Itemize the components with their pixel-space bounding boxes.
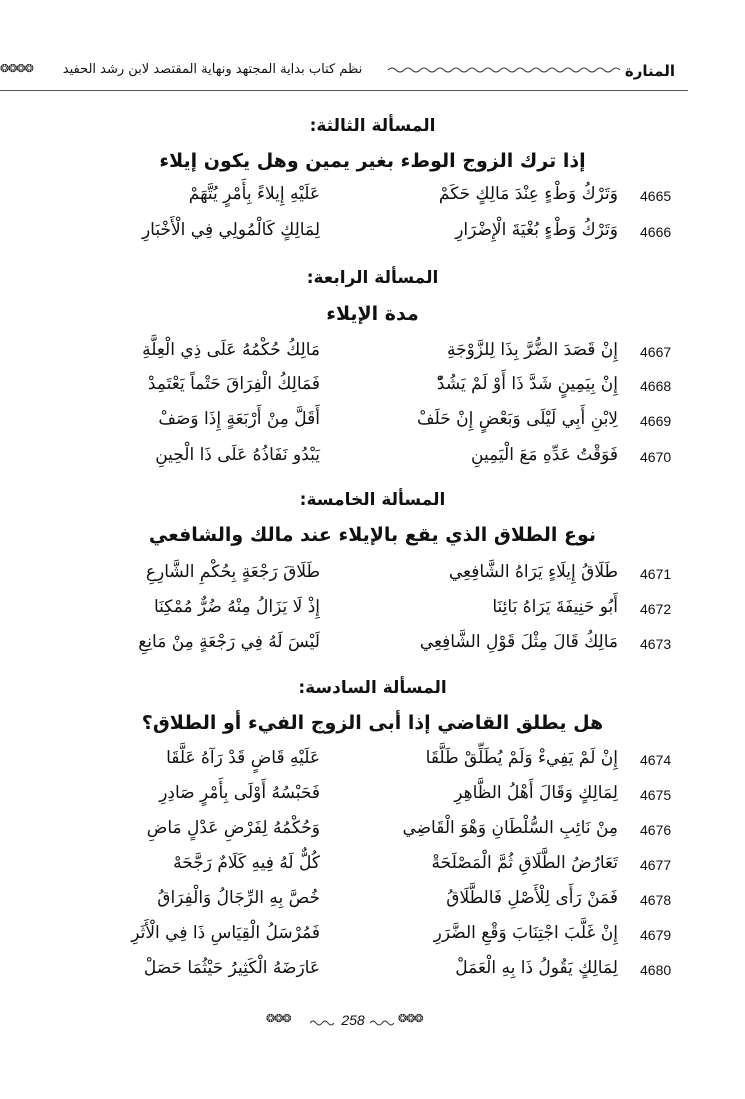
verse-first-hemistich: وَتَرْكُ وَطْءٍ بُغْيَةَ الْإِضْرَارِ: [455, 220, 618, 240]
verse-number: 4676: [640, 822, 672, 838]
verse-first-hemistich: مَالِكُ قَالَ مِثْلَ قَوْلِ الشَّافِعِي: [419, 632, 618, 652]
header-book-title: نظم كتاب بداية المجتهد ونهاية المقتصد لابن رشد الحفيد: [62, 62, 363, 77]
verse-second-hemistich: فَمُرْسَلُ الْقِيَاسِ ذَا فِي الْأَثَرِ: [131, 923, 320, 943]
footer-ornament-right: ❂❂❂: [398, 1012, 423, 1025]
verse-second-hemistich: كُلٌّ لَهُ فِيهِ كَلَامٌ رَجَّحَهْ: [173, 853, 320, 873]
verse-row: [0, 888, 745, 918]
verse-number: 4665: [640, 188, 672, 204]
verse-first-hemistich: مِنْ نَائِبِ السُّلْطَانِ وَهْوَ الْقَاضِي: [402, 818, 618, 838]
verse-second-hemistich: طَلَاقَ رَجْعَةٍ بِحُكْمِ الشَّارِعِ: [145, 562, 320, 582]
verse-second-hemistich: عَارَضَهُ الْكَثِيرُ حَيْثُمَا حَصَلْ: [143, 958, 320, 978]
verse-second-hemistich: مَالِكُ حُكْمُهُ عَلَى ذِي الْعِلَّةِ: [142, 340, 320, 360]
verse-row: [0, 632, 745, 662]
verse-number: 4680: [640, 962, 672, 978]
verse-second-hemistich: خُصَّ بِهِ الرِّجَالُ وَالْفِرَاقُ: [157, 888, 320, 908]
verse-first-hemistich: طَلَاقُ إِيلَاءٍ يَرَاهُ الشَّافِعِي: [448, 562, 618, 582]
verse-row: [0, 220, 745, 250]
verse-number: 4669: [640, 413, 672, 429]
page-header: [0, 58, 745, 88]
footer-wave-right: [370, 1018, 396, 1028]
verse-second-hemistich: وَحُكْمُهُ لِفَرْضِ عَدْلٍ مَاضِ: [146, 818, 320, 838]
section-label: المسألة السادسة:: [298, 678, 447, 698]
footer-ornament-left: ❂❂❂: [266, 1012, 291, 1025]
verse-first-hemistich: إِنْ غَلَّبَ اجْتِنَابَ وَقْعِ الضَّرَرِ: [433, 923, 618, 943]
section-label: المسألة الثالثة:: [309, 116, 436, 136]
verse-row: [0, 783, 745, 813]
section-label: المسألة الرابعة:: [306, 268, 439, 288]
verse-number: 4675: [640, 787, 672, 803]
verse-first-hemistich: فَوَقْتُ عَدِّهِ مَعَ الْيَمِينِ: [471, 445, 618, 465]
verse-row: [0, 445, 745, 475]
verse-number: 4672: [640, 601, 672, 617]
verse-row: [0, 184, 745, 214]
verse-number: 4666: [640, 224, 672, 240]
verse-second-hemistich: فَحَبْسُهُ أَوْلَى بِأَمْرٍ صَادِرِ: [159, 783, 320, 803]
verse-row: [0, 748, 745, 778]
verse-first-hemistich: أَبُو حَنِيفَةَ يَرَاهُ بَائِنَا: [492, 597, 618, 617]
verse-first-hemistich: وَتَرْكُ وَطْءٍ عِنْدَ مَالِكٍ حَكَمْ: [438, 184, 618, 204]
page-number: 258: [341, 1012, 365, 1028]
verse-first-hemistich: لِابْنِ أَبِي لَيْلَى وَبَعْضٍ إِنْ حَلَفْ: [416, 409, 618, 429]
verse-first-hemistich: إِنْ بِيَمِينٍ شَدَّ ذَا أَوْ لَمْ يَشُدّْ: [436, 374, 618, 394]
header-rule: [0, 90, 688, 91]
verse-row: [0, 562, 745, 592]
verse-first-hemistich: إِنْ قَصَدَ الضُّرَّ بِذَا لِلزَّوْجَةِ: [446, 340, 618, 360]
verse-number: 4673: [640, 636, 672, 652]
verse-number: 4670: [640, 449, 672, 465]
verse-number: 4674: [640, 752, 672, 768]
verse-row: [0, 853, 745, 883]
verse-row: [0, 374, 745, 404]
verse-number: 4677: [640, 857, 672, 873]
verse-first-hemistich: فَمَنْ رَأَى لِلْأَصْلِ فَالطَّلَاقُ: [446, 888, 618, 908]
header-ornament-left: ❂❂❂❂: [0, 62, 33, 75]
verse-first-hemistich: تَعَارُضُ الطَّلَاقِ ثُمَّ الْمَصْلَحَةْ: [431, 853, 618, 873]
verse-row: [0, 818, 745, 848]
verse-second-hemistich: عَلَيْهِ قَاضٍ قَدْ رَآهُ عَلَّقَا: [166, 748, 320, 768]
footer-wave-left: [310, 1018, 336, 1028]
verse-row: [0, 958, 745, 988]
verse-row: [0, 409, 745, 439]
verse-number: 4678: [640, 892, 672, 908]
verse-second-hemistich: يَبْدُو نَفَاذُهُ عَلَى ذَا الْحِينِ: [155, 445, 320, 465]
verse-second-hemistich: لَيْسَ لَهُ فِي رَجْعَةٍ مِنْ مَانِعِ: [138, 632, 320, 652]
verse-first-hemistich: إِنْ لَمْ يَفِيءْ وَلَمْ يُطَلِّقْ طَلَّقَا: [425, 748, 618, 768]
verse-second-hemistich: فَمَالِكُ الْفِرَاقَ حَتْماً يَعْتَمِدْ: [147, 374, 320, 394]
verse-number: 4668: [640, 378, 672, 394]
header-wave-divider: [388, 64, 620, 76]
section-label: المسألة الخامسة:: [299, 490, 446, 510]
verse-number: 4679: [640, 927, 672, 943]
section-title: هل يطلق القاضي إذا أبى الزوج الفيء أو الطلاق؟: [141, 712, 604, 734]
section-title: نوع الطلاق الذي يقع بالإيلاء عند مالك والشافعي: [148, 524, 597, 546]
verse-row: [0, 597, 745, 627]
verse-row: [0, 340, 745, 370]
section-title: مدة الإيلاء: [326, 303, 419, 325]
page-footer: [0, 1012, 745, 1036]
verse-number: 4667: [640, 344, 672, 360]
verse-second-hemistich: إِذْ لَا يَزَالُ مِنْهُ ضُرٌّ مُمْكِنَا: [154, 597, 320, 617]
verse-second-hemistich: عَلَيْهِ إِيلاءً بِأَمْرٍ يُتَّهَمْ: [188, 184, 320, 204]
verse-second-hemistich: لِمَالِكٍ كَالْمُولِي فِي الْأَخْبَارِ: [141, 220, 320, 240]
section-title: إذا ترك الزوج الوطء بغير يمين وهل يكون إيلاء: [159, 150, 586, 172]
verse-number: 4671: [640, 566, 672, 582]
verse-first-hemistich: لِمَالِكٍ وَقَالَ أَهْلُ الظَّاهِرِ: [454, 783, 618, 803]
verse-first-hemistich: لِمَالِكٍ يَقُولُ ذَا بِهِ الْعَمَلْ: [455, 958, 618, 978]
header-series-name: المنارة: [624, 62, 675, 80]
verse-row: [0, 923, 745, 953]
verse-second-hemistich: أَقَلَّ مِنْ أَرْبَعَةٍ إِذَا وَصَفْ: [158, 409, 320, 429]
